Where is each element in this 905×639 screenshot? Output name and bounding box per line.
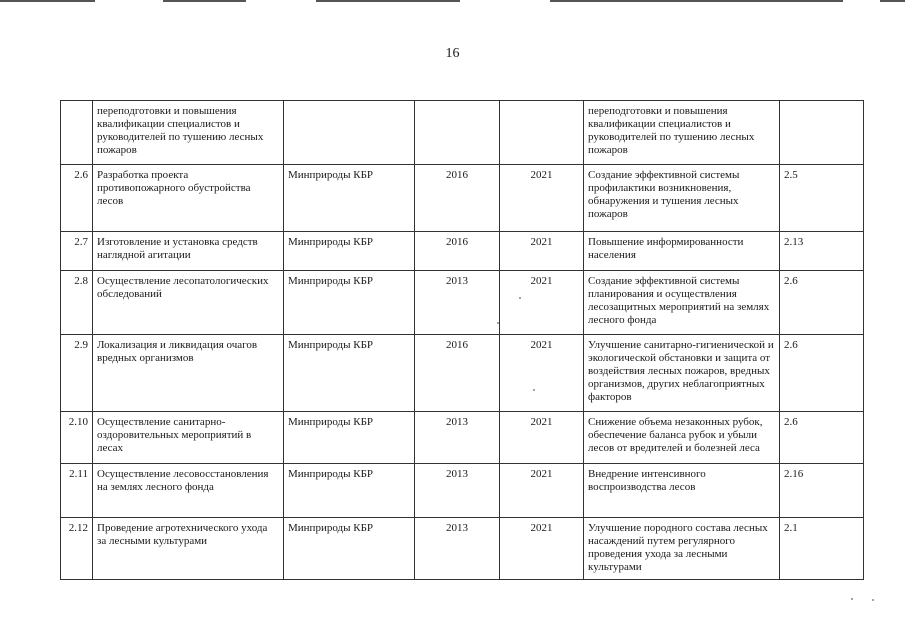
result-cell: Повышение информированности населения — [584, 232, 780, 271]
row-number: 2.12 — [61, 518, 93, 580]
scan-edge-mark — [163, 0, 246, 2]
result-cell: Внедрение интенсивного воспроизводства лесов — [584, 464, 780, 518]
row-number: 2.8 — [61, 271, 93, 335]
row-number: 2.9 — [61, 335, 93, 412]
row-number: 2.6 — [61, 165, 93, 232]
table-row — [61, 271, 864, 335]
row-number: 2.10 — [61, 412, 93, 464]
executor-cell: Минприроды КБР — [284, 271, 415, 335]
scan-edge-mark — [550, 0, 843, 2]
scan-edge-mark — [0, 0, 95, 2]
measure-cell: Изготовление и установка средств наглядной агитации — [93, 232, 284, 271]
measure-cell: Осуществление лесовосстановления на землях лесного фонда — [93, 464, 284, 518]
executor-cell: Минприроды КБР — [284, 232, 415, 271]
row-number: 2.7 — [61, 232, 93, 271]
table-row — [61, 165, 864, 232]
measure-cell: Локализация и ликвидация очагов вредных организмов — [93, 335, 284, 412]
executor-cell: Минприроды КБР — [284, 335, 415, 412]
start-year-cell: 2016 — [415, 232, 500, 271]
page-number: 16 — [445, 46, 460, 61]
end-year-cell — [500, 101, 584, 165]
end-year-cell: 2021 — [500, 335, 584, 412]
executor-cell: Минприроды КБР — [284, 165, 415, 232]
end-year-cell: 2021 — [500, 518, 584, 580]
start-year-cell: 2013 — [415, 464, 500, 518]
end-year-cell: 2021 — [500, 412, 584, 464]
link-cell — [780, 101, 864, 165]
link-cell: 2.6 — [780, 412, 864, 464]
row-number — [61, 101, 93, 165]
end-year-cell: 2021 — [500, 464, 584, 518]
scan-speck — [533, 389, 535, 391]
result-cell: Создание эффективной системы профилактики возникновения, обнаружения и тушения лесных пожаров — [584, 165, 780, 232]
result-cell: Снижение объема незаконных рубок, обеспечение баланса рубок и убыли лесов от вредителей и болезней леса — [584, 412, 780, 464]
measures-table — [60, 100, 864, 580]
scan-speck — [851, 598, 853, 600]
table-row — [61, 464, 864, 518]
measure-cell: Осуществление лесопатологических обследований — [93, 271, 284, 335]
measure-cell: переподготовки и повышения квалификации специалистов и руководителей по тушению лесных пожаров — [93, 101, 284, 165]
executor-cell: Минприроды КБР — [284, 464, 415, 518]
start-year-cell: 2013 — [415, 518, 500, 580]
start-year-cell: 2013 — [415, 412, 500, 464]
table-row — [61, 518, 864, 580]
start-year-cell: 2016 — [415, 165, 500, 232]
start-year-cell: 2016 — [415, 335, 500, 412]
scan-edge-mark — [880, 0, 905, 2]
measure-cell: Осуществление санитарно-оздоровительных мероприятий в лесах — [93, 412, 284, 464]
row-number: 2.11 — [61, 464, 93, 518]
table-row — [61, 232, 864, 271]
link-cell: 2.5 — [780, 165, 864, 232]
measure-cell: Разработка проекта противопожарного обустройства лесов — [93, 165, 284, 232]
start-year-cell — [415, 101, 500, 165]
result-cell: переподготовки и повышения квалификации специалистов и руководителей по тушению лесных пожаров — [584, 101, 780, 165]
table-row — [61, 335, 864, 412]
table-row — [61, 101, 864, 165]
measure-cell: Проведение агротехнического ухода за лесными культурами — [93, 518, 284, 580]
executor-cell: Минприроды КБР — [284, 412, 415, 464]
end-year-cell: 2021 — [500, 165, 584, 232]
link-cell: 2.6 — [780, 271, 864, 335]
result-cell: Улучшение санитарно-гигиенической и экологической обстановки и защита от воздействия лесных пожаров, вредных организмов, других неблагоприятных факторов — [584, 335, 780, 412]
link-cell: 2.6 — [780, 335, 864, 412]
scan-speck — [872, 599, 874, 601]
end-year-cell: 2021 — [500, 271, 584, 335]
scan-speck — [497, 322, 499, 324]
executor-cell — [284, 101, 415, 165]
start-year-cell: 2013 — [415, 271, 500, 335]
scan-edge-mark — [316, 0, 460, 2]
executor-cell: Минприроды КБР — [284, 518, 415, 580]
link-cell: 2.13 — [780, 232, 864, 271]
scan-speck — [519, 297, 521, 299]
link-cell: 2.16 — [780, 464, 864, 518]
result-cell: Создание эффективной системы планирования и осуществления лесозащитных мероприятий на землях лесного фонда — [584, 271, 780, 335]
link-cell: 2.1 — [780, 518, 864, 580]
table-row — [61, 412, 864, 464]
end-year-cell: 2021 — [500, 232, 584, 271]
result-cell: Улучшение породного состава лесных насаждений путем регулярного проведения ухода за лесными культурами — [584, 518, 780, 580]
